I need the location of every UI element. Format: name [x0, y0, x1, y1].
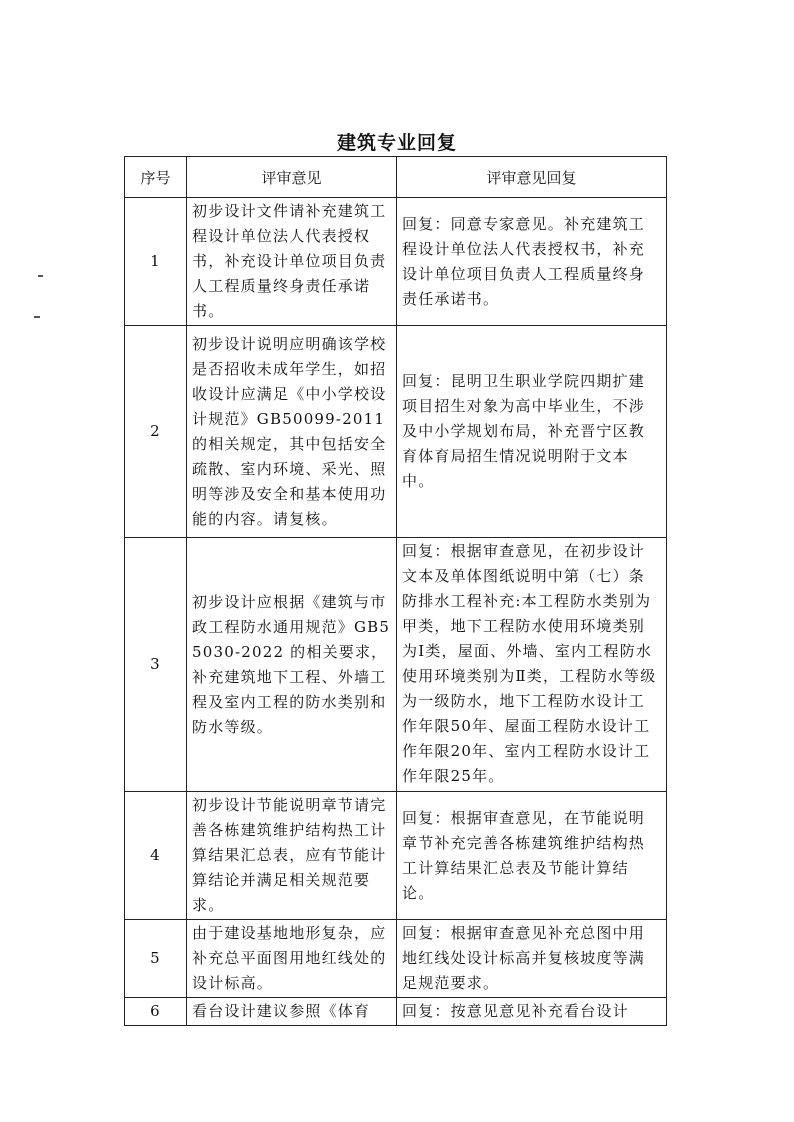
row-number: 3: [125, 538, 187, 792]
review-reply: 回复：按意见意见补充看台设计: [397, 998, 667, 1026]
table-row: [125, 538, 667, 792]
review-opinion: 初步设计说明应明确该学校是否招收未成年学生，如招收设计应满足《中小学校设计规范》GB50099-2011 的相关规定，其中包括安全疏散、室内环境、采光、照明等涉及安全和基本使用功能的内容。请复核。: [187, 326, 397, 538]
table-row: [125, 998, 667, 1026]
review-reply: 回复：昆明卫生职业学院四期扩建项目招生对象为高中毕业生，不涉及中小学规划布局，补充晋宁区教育体育局招生情况说明附于文本中。: [397, 326, 667, 538]
row-number: 6: [125, 998, 187, 1026]
table-row: [125, 792, 667, 920]
row-number: 1: [125, 198, 187, 326]
row-number: 2: [125, 326, 187, 538]
review-table: [124, 156, 667, 1026]
table-header-row: [125, 157, 667, 198]
row-number: 4: [125, 792, 187, 920]
table-row: [125, 198, 667, 326]
review-reply: 回复：根据审查意见，在节能说明章节补充完善各栋建筑维护结构热工计算结果汇总表及节能计算结论。: [397, 792, 667, 920]
review-reply: 回复：根据审查意见，在初步设计文本及单体图纸说明中第（七）条防排水工程补充:本工程防水类别为甲类，地下工程防水使用环境类别为Ⅰ类，屋面、外墙、室内工程防水使用环境类别为Ⅱ类，工程防水等级为一级防水，地下工程防水设计工作年限50年、屋面工程防水设计工作年限20年、室内工程防水设计工作年限25年。: [397, 538, 667, 792]
header-reply: 评审意见回复: [397, 157, 667, 198]
header-num: 序号: [125, 157, 187, 198]
review-opinion: 初步设计节能说明章节请完善各栋建筑维护结构热工计算结果汇总表，应有节能计算结论并满足相关规范要求。: [187, 792, 397, 920]
page-title: 建筑专业回复: [336, 132, 457, 154]
header-opinion: 评审意见: [187, 157, 397, 198]
row-number: 5: [125, 920, 187, 998]
review-opinion: 由于建设基地地形复杂，应补充总平面图用地红线处的设计标高。: [187, 920, 397, 998]
review-opinion: 初步设计应根据《建筑与市政工程防水通用规范》GB55030-2022 的相关要求，补充建筑地下工程、外墙工程及室内工程的防水类别和防水等级。: [187, 538, 397, 792]
review-reply: 回复：同意专家意见。补充建筑工程设计单位法人代表授权书，补充设计单位项目负责人工程质量终身责任承诺书。: [397, 198, 667, 326]
review-opinion: 看台设计建议参照《体育: [187, 998, 397, 1026]
scan-mark: [34, 316, 40, 318]
table-row: [125, 326, 667, 538]
table-row: [125, 920, 667, 998]
scan-mark: [38, 275, 43, 277]
review-opinion: 初步设计文件请补充建筑工程设计单位法人代表授权书，补充设计单位项目负责人工程质量终身责任承诺书。: [187, 198, 397, 326]
review-reply: 回复：根据审查意见补充总图中用地红线处设计标高并复核坡度等满足规范要求。: [397, 920, 667, 998]
